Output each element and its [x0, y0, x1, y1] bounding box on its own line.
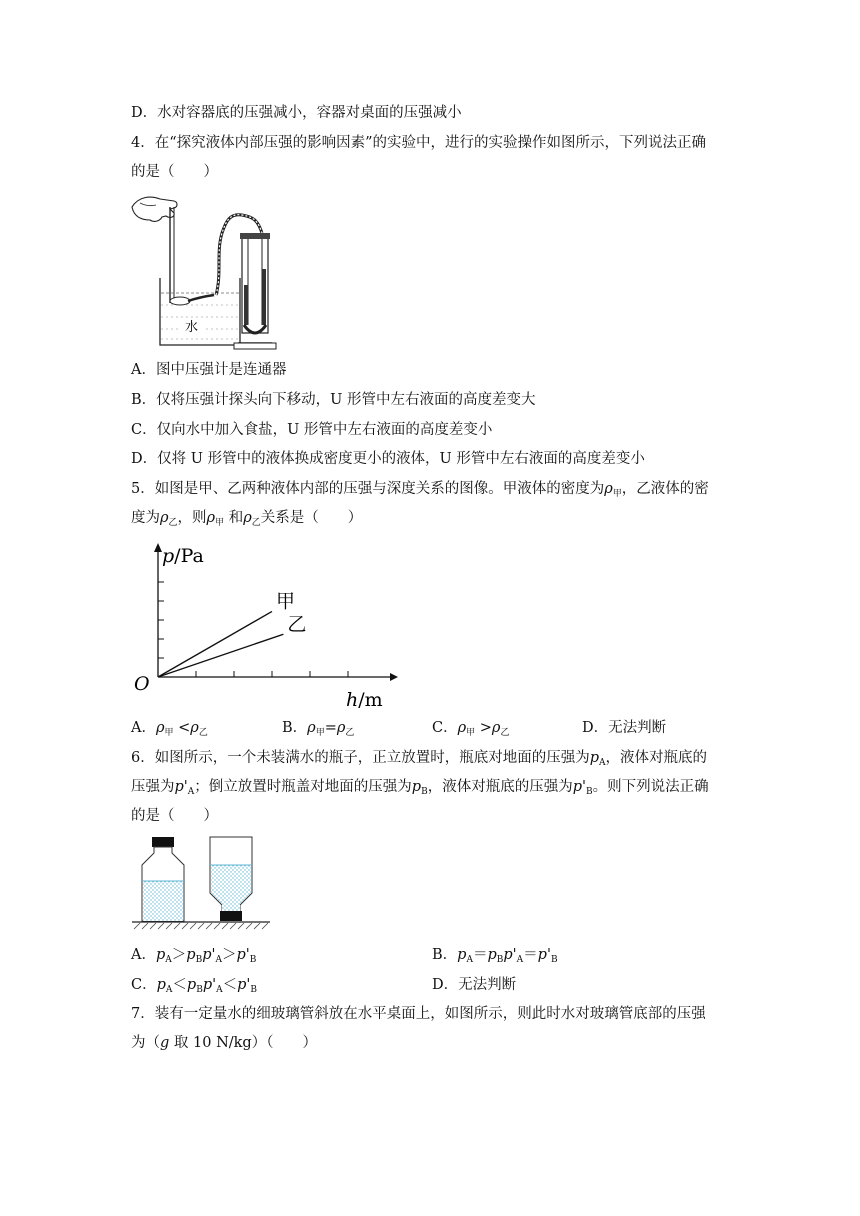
q6-option-b: B．$p_A=p_Bp'_A=p'_B$	[432, 947, 558, 965]
y-axis-label: p/Pa	[162, 545, 204, 567]
q4-pressure-gauge-figure	[130, 193, 280, 353]
q4-option-d: D．仅将 U 形管中的液体换成密度更小的液体，U 形管中左右液面的高度差变小	[131, 451, 645, 467]
q4-stem-line2: 的是（ ）	[131, 164, 218, 180]
q6-option-c: C．$p_A<p_Bp'_A<p'_B$	[131, 977, 258, 995]
q4-option-a: A．图中压强计是连通器	[131, 362, 287, 378]
q6-option-a: A．$p_A>p_Bp'_A>p'_B$	[131, 947, 257, 965]
q5-option-c: C．$\rho_甲 >\rho_乙$	[432, 720, 510, 738]
series-label-2: 乙	[287, 613, 307, 636]
q5-option-d: D．无法判断	[582, 720, 667, 736]
series-label-1: 甲	[276, 590, 296, 613]
q6-option-d: D．无法判断	[432, 977, 517, 993]
q4-option-c: C．仅向水中加入食盐，U 形管中左右液面的高度差变小	[131, 422, 493, 438]
x-axis-label: h/m	[346, 689, 383, 710]
q6-stem-line1: 6．如图所示，一个未装满水的瓶子，正立放置时，瓶底对地面的压强为$p_A$，液体对瓶底的	[131, 750, 708, 768]
q7-stem-line2: 为（g 取 10 N/kg）（ ）	[131, 1035, 317, 1051]
beaker	[160, 278, 240, 345]
water-label: 水	[185, 320, 199, 335]
q5-stem-line2: 度为$\rho_乙$，则$\rho_甲$ 和$\rho_乙$关系是（ ）	[131, 510, 363, 528]
q6-stem-line2: 压强为$p'_A$；倒立放置时瓶盖对地面的压强为$p_B$，液体对瓶底的压强为$p'_B$。则下列说法正确	[131, 779, 709, 797]
upright-bottle	[142, 837, 184, 921]
q5-option-a: A．$\rho_甲 <\rho_乙$	[131, 720, 208, 738]
q5-stem-line1: 5．如图是甲、乙两种液体内部的压强与深度关系的图像。甲液体的密度为$\rho_甲$，乙液体的密	[131, 481, 709, 499]
q6-bottles-figure	[130, 835, 275, 930]
q6-stem-line3: 的是（ ）	[131, 808, 218, 824]
q5-pressure-depth-chart	[128, 540, 398, 710]
q4-stem-line1: 4．在“探究液体内部压强的影响因素”的实验中，进行的实验操作如图所示，下列说法正确	[131, 135, 707, 151]
q7-stem-line1: 7．装有一定量水的细玻璃管斜放在水平桌面上，如图所示，则此时水对玻璃管底部的压强	[131, 1006, 706, 1022]
q5-option-b: B．$\rho_甲=\rho_乙$	[282, 720, 355, 738]
origin-label: O	[134, 673, 150, 695]
inverted-bottle	[210, 837, 252, 921]
q4-option-b: B．仅将压强计探头向下移动，U 形管中左右液面的高度差变大	[131, 392, 536, 408]
q3-option-d: D．水对容器底的压强减小，容器对桌面的压强减小	[131, 105, 462, 121]
